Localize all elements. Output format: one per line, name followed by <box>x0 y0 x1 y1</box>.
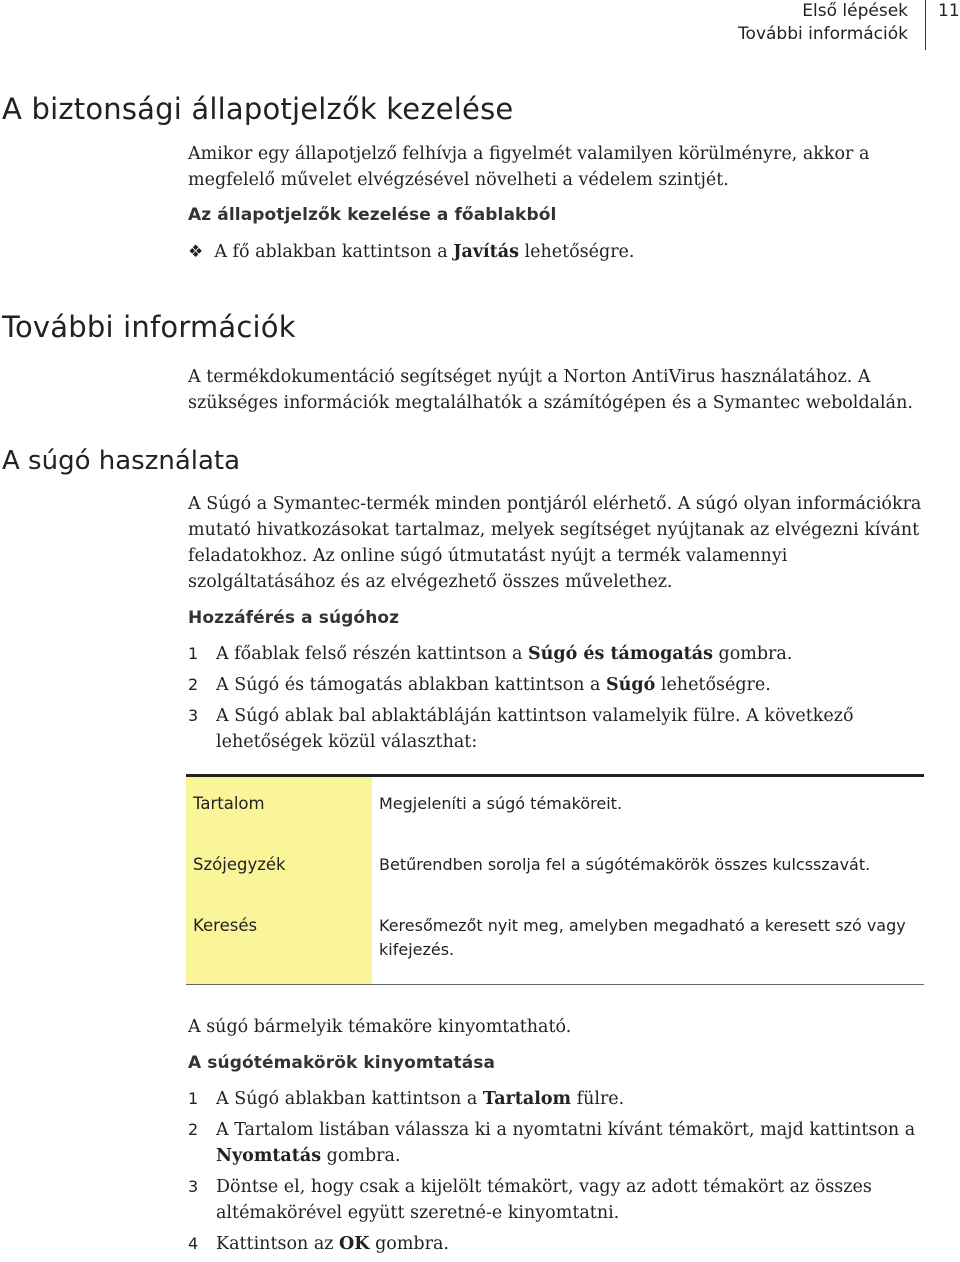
security-section-title: A biztonsági állapotjelzők kezelése <box>2 92 514 126</box>
diamond-bullet-icon: ❖ <box>188 242 204 262</box>
help-text: A Súgó a Symantec-termék minden pontjáról elérhető. A súgó olyan információkra mutató hivatkozásokat tartalmaz, melyek segítséget nyújtanak az elvégezni kívánt feladatokhoz. Az online súgó útmutatást nyújt a termék valamennyi szolgáltatásához és az elvégezhető összes művelethez. <box>188 494 922 592</box>
table-key-szojegyzek: Szójegyzék <box>193 855 286 874</box>
print-subhead: A súgótémakörök kinyomtatása <box>188 1053 496 1073</box>
access-step: 3 A Súgó ablak bal ablaktábláján kattintson valamelyik fülre. A következő lehetőségek közül választhat: <box>188 706 854 752</box>
print-text: A súgó bármelyik témaköre kinyomtatható. <box>188 1017 572 1037</box>
page-number: 11 <box>938 1 960 21</box>
print-step: 1 A Súgó ablakban kattintson a Tartalom fülre. <box>188 1089 625 1109</box>
security-subhead: Az állapotjelzők kezelése a főablakból <box>188 205 557 225</box>
print-steps <box>188 1086 928 1262</box>
bullet-text-pre: A fő ablakban kattintson a <box>214 242 454 262</box>
more-info-text: A termékdokumentáció segítséget nyújt a Norton AntiVirus használatához. A szükséges információk megtalálhatók a számítógépen és a Symantec weboldalán. <box>188 367 913 413</box>
table-value-szojegyzek: Betűrendben sorolja fel a súgótémakörök összes kulcsszavát. <box>379 855 871 874</box>
access-step: 2 A Súgó és támogatás ablakban kattintson a Súgó lehetőségre. <box>188 675 771 695</box>
help-access-steps <box>188 641 923 760</box>
table-value-tartalom: Megjeleníti a súgó témaköreit. <box>379 794 623 813</box>
help-section-title: A súgó használata <box>2 446 241 476</box>
print-step: 3 Döntse el, hogy csak a kijelölt témakört, vagy az adott témakört az összes altémakörével együtt szeretné-e kinyomtatni. <box>188 1177 872 1223</box>
header-chapter: Első lépések <box>802 1 908 21</box>
more-info-section-title: További információk <box>2 310 296 344</box>
print-step: 4 Kattintson az OK gombra. <box>188 1234 449 1254</box>
table-key-kereses: Keresés <box>193 916 258 935</box>
security-bullet <box>188 239 923 265</box>
help-access-subhead: Hozzáférés a súgóhoz <box>188 608 400 628</box>
header-section: További információk <box>738 24 908 44</box>
access-step: 1 A főablak felső részén kattintson a Súgó és támogatás gombra. <box>188 644 793 664</box>
bullet-text-post: lehetőségre. <box>518 242 635 262</box>
table-key-tartalom: Tartalom <box>193 794 265 813</box>
table-bottom-rule <box>186 984 924 985</box>
table-value-kereses: Keresőmezőt nyit meg, amelyben megadható a keresett szó vagy kifejezés. <box>379 916 906 959</box>
print-step: 2 A Tartalom listában válassza ki a nyomtatni kívánt témakört, majd kattintson a Nyomtatás gombra. <box>188 1120 916 1166</box>
header-divider <box>925 0 926 50</box>
bullet-text-bold: Javítás <box>453 242 519 262</box>
security-intro: Amikor egy állapotjelző felhívja a figyelmét valamilyen körülményre, akkor a megfelelő művelet elvégzésével növelheti a védelem szintjét. <box>188 144 870 190</box>
